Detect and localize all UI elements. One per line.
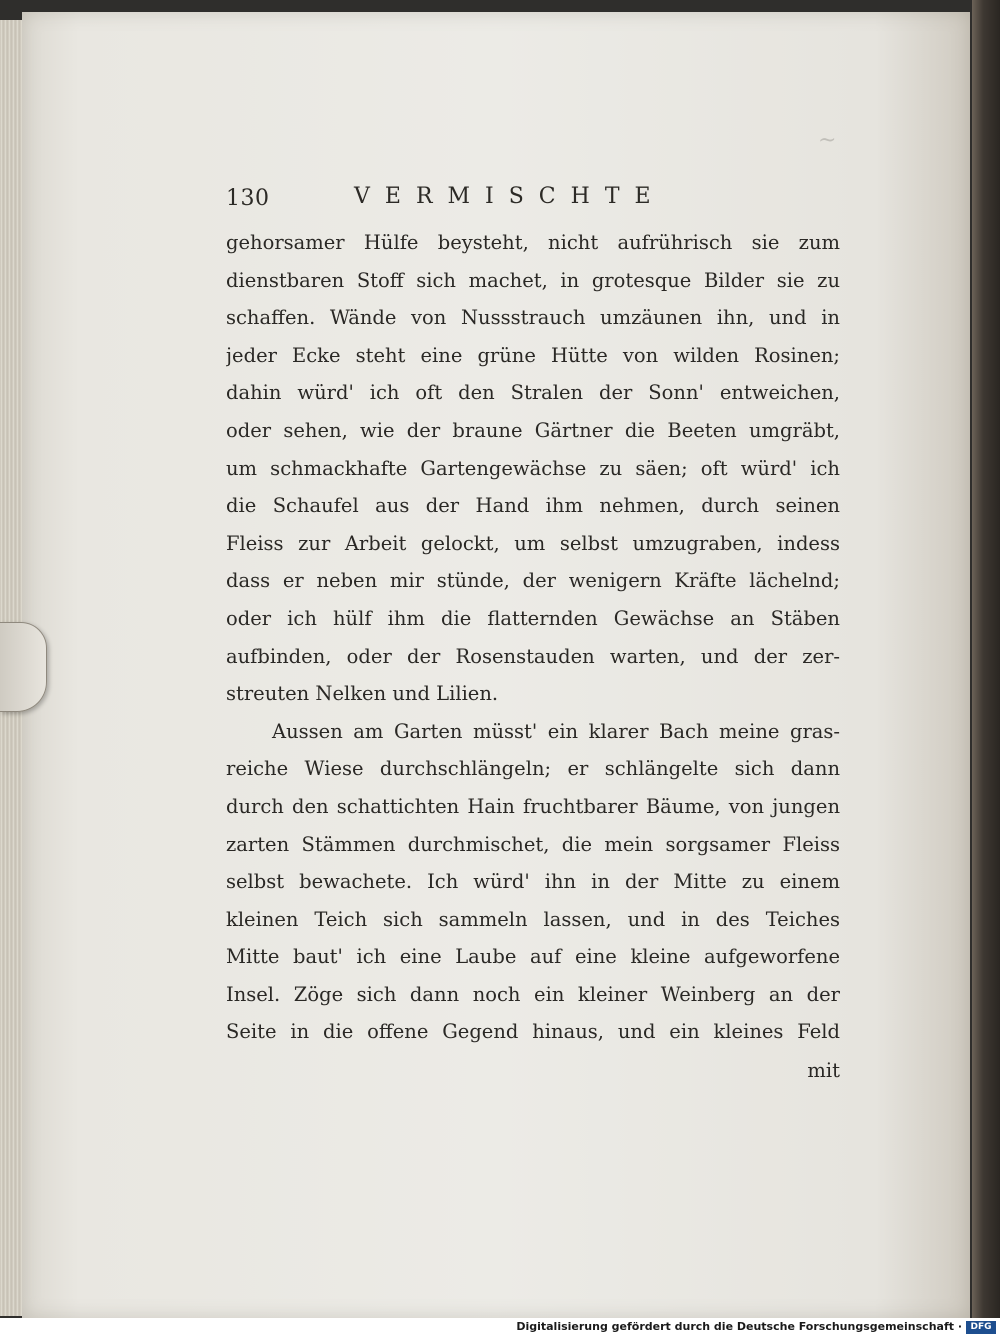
pencil-mark: ~ <box>818 128 837 153</box>
body-text <box>226 224 840 1051</box>
text-line: Fleiss zur Arbeit gelockt, um selbst umzugraben, indess <box>226 531 840 555</box>
text-line: durch den schattichten Hain fruchtbarer Bäume, von jungen <box>226 794 840 818</box>
text-line: Mitte baut' ich eine Laube auf eine kleine aufgeworfene <box>226 945 840 969</box>
text-line: die Schaufel aus der Hand ihm nehmen, durch seinen <box>226 494 840 518</box>
text-line: schaffen. Wände von Nussstrauch umzäunen ihn, und in <box>226 306 840 330</box>
text-line: dienstbaren Stoff sich machet, in grotesque Bilder sie zu <box>226 268 840 292</box>
text-line: gehorsamer Hülfe beysteht, nicht aufrührisch sie zum <box>226 231 840 254</box>
book-binding-right <box>972 0 1000 1318</box>
text-line: dass er neben mir stünde, der wenigern Kräfte lächelnd; <box>226 569 840 593</box>
text-line: reiche Wiese durchschlängeln; er schlängelte sich dann <box>226 757 840 781</box>
footer-bar <box>0 1318 1000 1338</box>
text-line: jeder Ecke steht eine grüne Hütte von wilden Rosinen; <box>226 343 840 367</box>
text-line: streuten Nelken und Lilien. <box>226 682 499 706</box>
running-title: VERMISCHTE <box>354 184 666 209</box>
catchword: mit <box>807 1059 840 1082</box>
text-line: Insel. Zöge sich dann noch ein kleiner Weinberg an der <box>226 982 840 1006</box>
text-line: aufbinden, oder der Rosenstauden warten, und der zer- <box>226 644 840 668</box>
text-line: dahin würd' ich oft den Stralen der Sonn' entweichen, <box>226 381 840 405</box>
text-line: Seite in die offene Gegend hinaus, und ein kleines Feld <box>226 1020 840 1044</box>
text-line: oder ich hülf ihm die flatternden Gewächse an Stäben <box>226 606 840 630</box>
page-number: 130 <box>226 186 270 211</box>
text-line: oder sehen, wie der braune Gärtner die Beeten umgräbt, <box>226 418 840 442</box>
text-line: zarten Stämmen durchmischet, die mein sorgsamer Fleiss <box>226 832 840 856</box>
paper-tab <box>0 622 47 712</box>
funding-notice: Digitalisierung gefördert durch die Deutsche Forschungsgemeinschaft · <box>516 1320 962 1333</box>
text-line: selbst bewachete. Ich würd' ihn in der Mitte zu einem <box>226 870 840 894</box>
text-line: um schmackhafte Gartengewächse zu säen; oft würd' ich <box>226 456 840 480</box>
dfg-logo: DFG <box>966 1321 996 1334</box>
text-line: kleinen Teich sich sammeln lassen, und in des Teiches <box>226 907 840 931</box>
text-line: Aussen am Garten müsst' ein klarer Bach meine gras- <box>272 719 840 743</box>
running-head <box>226 186 846 222</box>
